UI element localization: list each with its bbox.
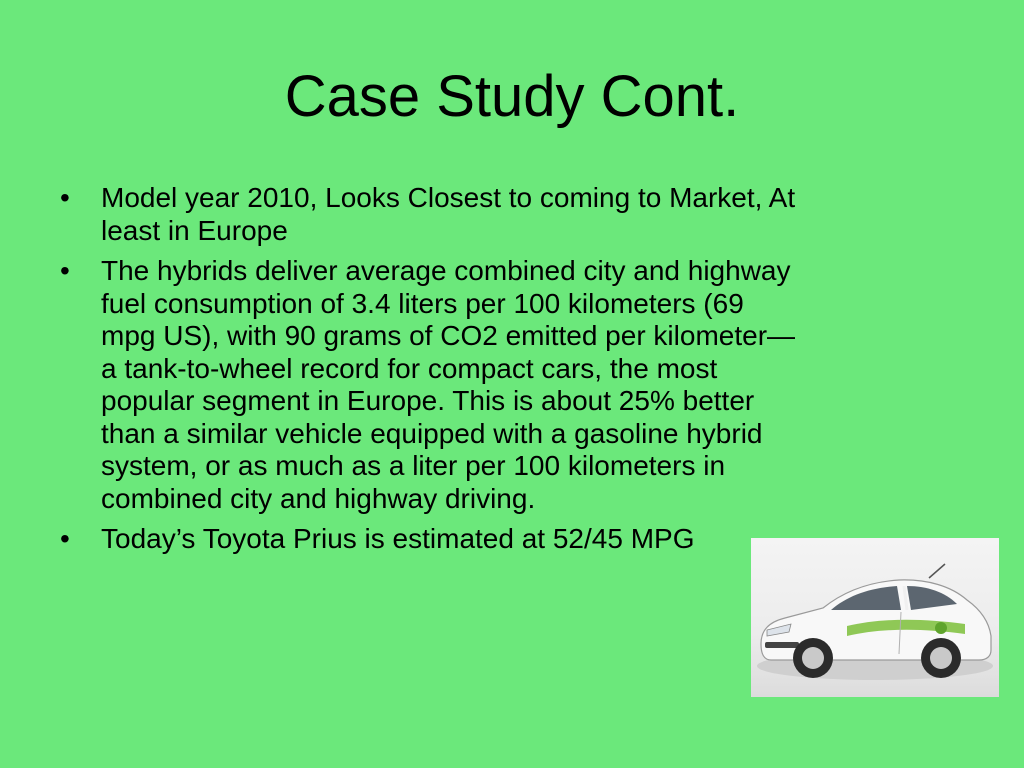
bullet-item	[60, 523, 805, 556]
front-hubcap	[802, 647, 824, 669]
bullet-marker: •	[60, 182, 70, 213]
bullet-list	[60, 182, 805, 564]
bullet-item	[60, 255, 805, 515]
car-illustration	[751, 538, 999, 697]
slide-title: Case Study Cont.	[284, 64, 740, 129]
antenna	[929, 564, 945, 578]
bullet-marker: •	[60, 255, 70, 286]
decal-dot	[935, 622, 947, 634]
bullet-text: Model year 2010, Looks Closest to coming to Market, At least in Europe	[101, 182, 796, 246]
car-photo	[751, 538, 999, 697]
grille	[765, 642, 799, 648]
bullet-text: The hybrids deliver average combined city and highway fuel consumption of 3.4 liters per 100 kilometers (69 mpg US), with 90 grams of CO2 emitted per kilometer—a tank-to-wheel record for compact cars, the most popular segment in Europe. This is about 25% better than a similar vehicle equipped with a gasoline hybrid system, or as much as a liter per 100 kilometers in combined city and highway driving.	[101, 255, 796, 514]
bullet-marker: •	[60, 523, 70, 554]
bullet-item	[60, 182, 805, 247]
rear-hubcap	[930, 647, 952, 669]
bullet-text: Today’s Toyota Prius is estimated at 52/45 MPG	[101, 523, 695, 554]
